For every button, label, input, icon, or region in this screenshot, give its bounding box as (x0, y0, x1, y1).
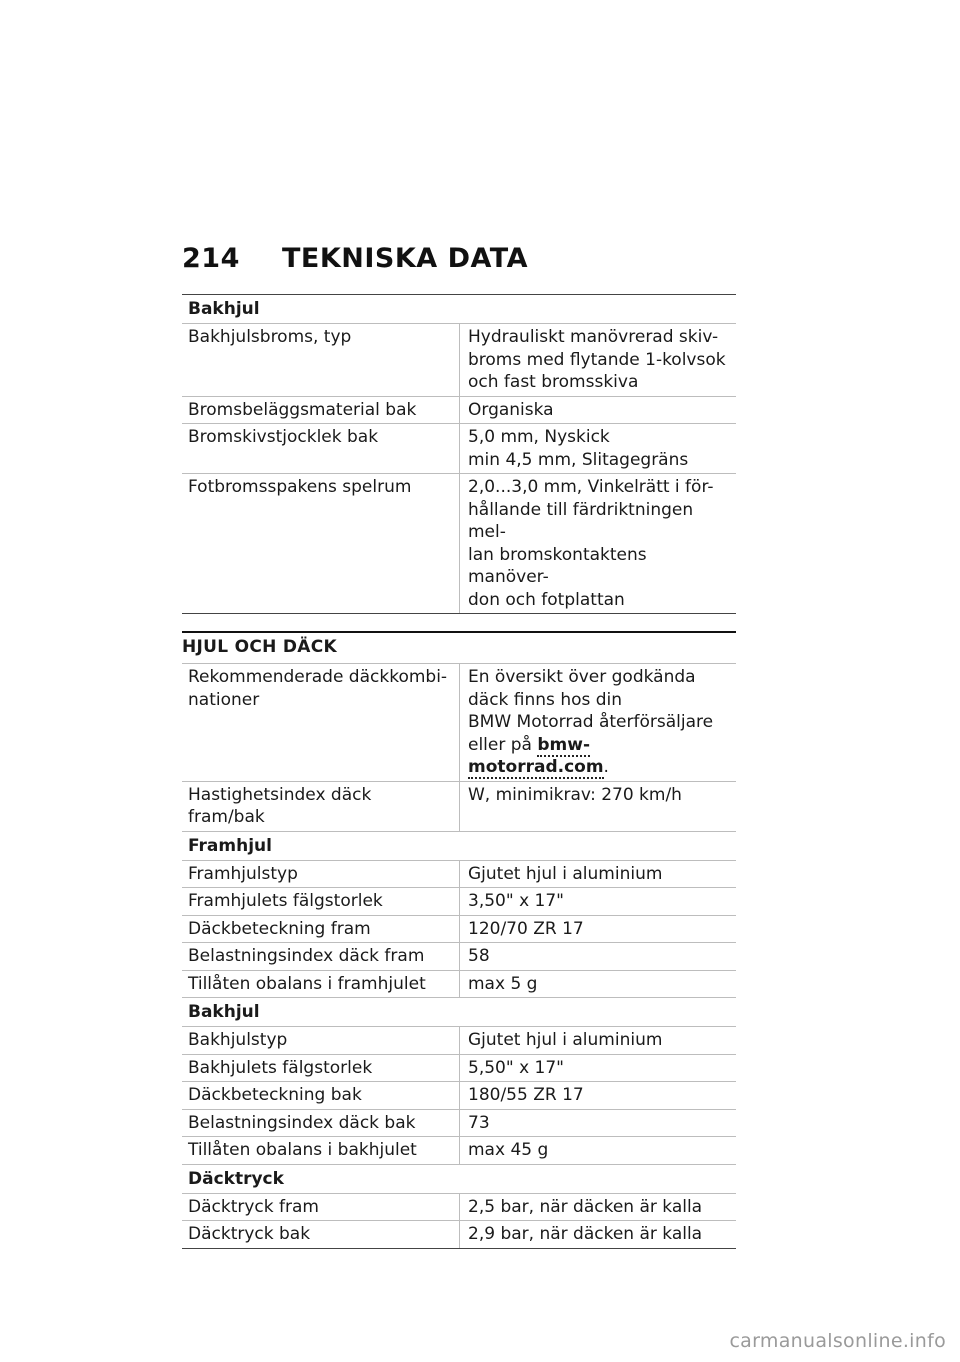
row-label: Bromskivstjocklek bak (188, 427, 379, 447)
table-row (182, 663, 736, 781)
row-value: max 45 g (459, 1137, 736, 1164)
row-label: Bromsbeläggsmaterial bak (188, 399, 417, 420)
row-label: Däcktryck bak (188, 1224, 311, 1244)
value-prefix: eller på (468, 734, 538, 755)
row-label: Framhjulets fälgstorlek (188, 891, 383, 911)
table-row (182, 942, 736, 970)
watermark: carmanualsonline.info (729, 1330, 946, 1352)
value-line: Hydrauliskt manövrerad skiv- (468, 327, 719, 347)
table-row (182, 915, 736, 943)
row-label: Hastighetsindex däck fram/bak (188, 784, 372, 827)
row-label: Fotbromsspakens spelrum (188, 477, 412, 497)
row-value: 73 (459, 1110, 736, 1137)
row-label: Bakhjulsbroms, typ (188, 327, 352, 347)
row-label: Tillåten obalans i framhjulet (188, 973, 426, 994)
row-label: Bakhjulets fälgstorlek (188, 1057, 373, 1078)
row-value: 3,50" x 17" (459, 888, 736, 915)
row-value: 120/70 ZR 17 (459, 916, 736, 943)
table-row (182, 860, 736, 888)
spec-content (182, 294, 736, 1249)
value-line: Organiska (468, 399, 554, 420)
wheels-table (182, 663, 736, 1249)
page-number: 214 (182, 243, 240, 274)
table-row (182, 1026, 736, 1054)
table-row (182, 1136, 736, 1164)
section-heading-wheels: HJUL OCH DÄCK (182, 631, 736, 663)
row-value (459, 474, 736, 613)
row-value: 180/55 ZR 17 (459, 1082, 736, 1109)
row-label: Bakhjulstyp (188, 1030, 288, 1050)
row-value (459, 424, 736, 473)
row-label: Belastningsindex däck fram (188, 946, 425, 966)
value-line: däck finns hos din (468, 689, 623, 710)
dealer-link[interactable]: bmw-motorrad.com (468, 734, 604, 777)
table-row (182, 1054, 736, 1082)
table-row (182, 1220, 736, 1249)
table-row (182, 1193, 736, 1221)
label-line: nationer (188, 689, 260, 710)
table-row (182, 781, 736, 831)
page-title: TEKNISKA DATA (282, 243, 529, 274)
row-label: Framhjulstyp (188, 863, 298, 884)
row-label: Belastningsindex däck bak (188, 1112, 416, 1133)
value-line: min 4,5 mm, Slitagegräns (468, 449, 689, 470)
page-header (182, 243, 528, 274)
value-line: don och fotplattan (468, 589, 625, 610)
table-row (182, 473, 736, 614)
row-value (459, 397, 736, 424)
row-value (459, 324, 736, 396)
row-value: 5,50" x 17" (459, 1055, 736, 1082)
row-value: max 5 g (459, 971, 736, 998)
row-value: 2,5 bar, när däcken är kalla (459, 1194, 736, 1221)
value-line: broms med flytande 1-kolvsok (468, 349, 726, 370)
row-value: 58 (459, 943, 736, 970)
row-value (459, 664, 736, 781)
rear-brake-table (182, 294, 736, 614)
table-section-heading: Bakhjul (182, 997, 736, 1026)
row-value: W, minimikrav: 270 km/h (459, 782, 736, 831)
label-line: Rekommenderade däckkombi- (188, 667, 448, 687)
value-line: och fast bromsskiva (468, 372, 639, 392)
value-line: En översikt över godkända (468, 667, 696, 687)
row-label (182, 664, 459, 781)
value-line: BMW Motorrad återförsäljare (468, 712, 714, 732)
value-suffix: . (603, 757, 609, 777)
value-line (468, 734, 730, 779)
table-section-heading: Bakhjul (182, 294, 736, 323)
table-row (182, 1081, 736, 1109)
value-line: 5,0 mm, Nyskick (468, 427, 610, 447)
table-row (182, 887, 736, 915)
row-label: Tillåten obalans i bakhjulet (188, 1140, 417, 1160)
row-value: 2,9 bar, när däcken är kalla (459, 1221, 736, 1248)
table-section-heading: Däcktryck (182, 1164, 736, 1193)
table-row (182, 423, 736, 473)
value-line: lan bromskontaktens manöver- (468, 544, 647, 587)
table-row (182, 970, 736, 998)
value-line: hållande till färdriktningen mel- (468, 499, 694, 542)
row-value: Gjutet hjul i aluminium (459, 1027, 736, 1054)
table-row (182, 396, 736, 424)
row-value: Gjutet hjul i aluminium (459, 861, 736, 888)
table-section-heading: Framhjul (182, 831, 736, 860)
row-label: Däckbeteckning bak (188, 1085, 362, 1105)
table-row (182, 1109, 736, 1137)
table-row (182, 323, 736, 396)
row-label: Däcktryck fram (188, 1196, 319, 1217)
row-label: Däckbeteckning fram (188, 918, 371, 939)
value-line: 2,0...3,0 mm, Vinkelrätt i för- (468, 477, 714, 497)
